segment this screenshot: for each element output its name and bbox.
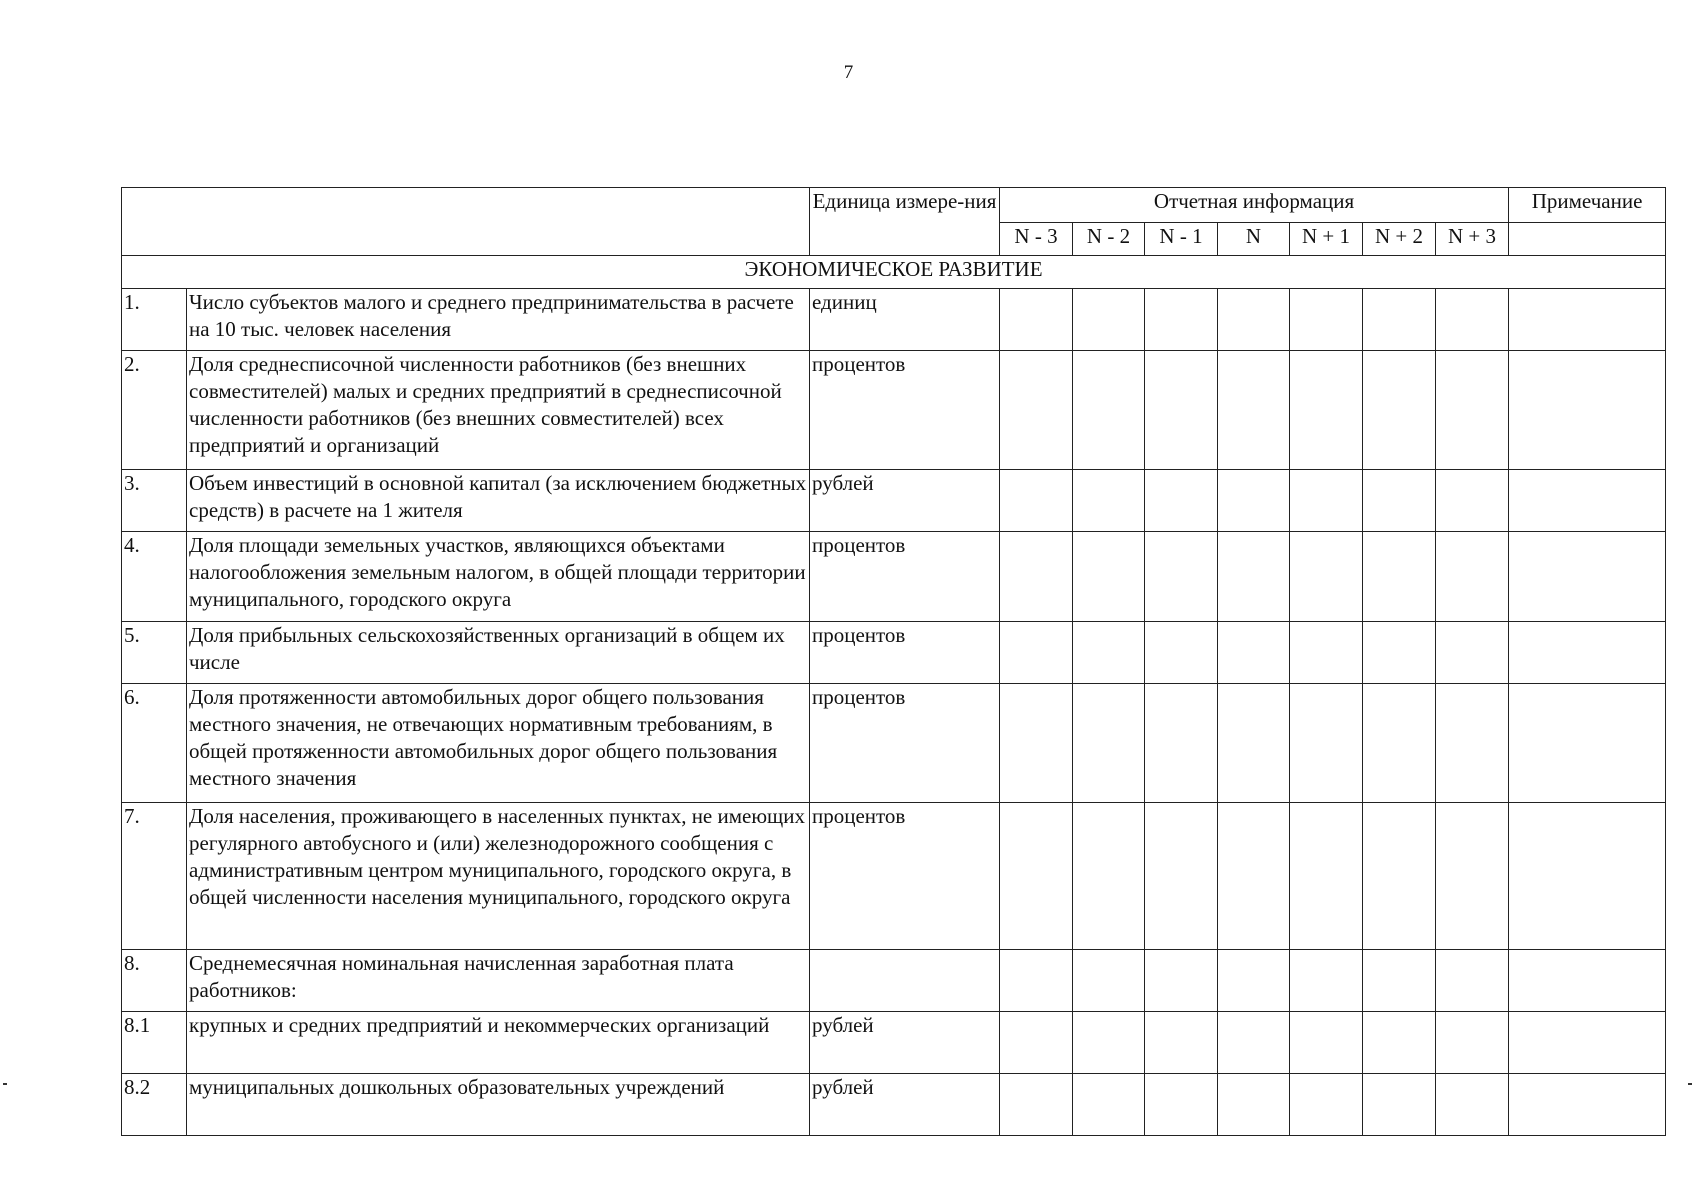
value-cell (1073, 622, 1145, 684)
value-cell (1363, 950, 1436, 1012)
report-info-header: Отчетная информация (1000, 188, 1509, 223)
value-cell (1218, 289, 1290, 351)
indicators-table (121, 187, 1666, 1136)
value-cell (1218, 470, 1290, 532)
table-row (122, 1012, 1666, 1074)
value-cell (1290, 803, 1363, 950)
value-cell (1073, 950, 1145, 1012)
value-cell (1290, 470, 1363, 532)
value-cell (1290, 532, 1363, 622)
year-header: N (1218, 223, 1290, 256)
value-cell (1436, 684, 1509, 803)
note-cell (1509, 622, 1666, 684)
row-number: 2. (122, 351, 187, 470)
value-cell (1436, 470, 1509, 532)
value-cell (1145, 532, 1218, 622)
value-cell (1290, 622, 1363, 684)
section-row (122, 256, 1666, 289)
value-cell (1218, 950, 1290, 1012)
unit-cell: рублей (810, 1074, 1000, 1136)
value-cell (1073, 803, 1145, 950)
value-cell (1290, 684, 1363, 803)
value-cell (1436, 803, 1509, 950)
unit-cell: процентов (810, 684, 1000, 803)
row-number: 8.2 (122, 1074, 187, 1136)
page-number: 7 (843, 62, 854, 83)
value-cell (1000, 470, 1073, 532)
value-cell (1436, 1074, 1509, 1136)
table-row (122, 684, 1666, 803)
value-cell (1000, 684, 1073, 803)
value-cell (1000, 1012, 1073, 1074)
value-cell (1363, 532, 1436, 622)
value-cell (1000, 1074, 1073, 1136)
value-cell (1218, 684, 1290, 803)
unit-cell: процентов (810, 622, 1000, 684)
table-row (122, 950, 1666, 1012)
header-row-1 (122, 188, 1666, 223)
row-number: 3. (122, 470, 187, 532)
value-cell (1290, 289, 1363, 351)
value-cell (1145, 470, 1218, 532)
year-header: N - 1 (1145, 223, 1218, 256)
value-cell (1073, 351, 1145, 470)
indicator-text: муниципальных дошкольных образовательных учреждений (187, 1074, 810, 1136)
value-cell (1436, 351, 1509, 470)
value-cell (1000, 289, 1073, 351)
note-cell (1509, 470, 1666, 532)
note-cell (1509, 950, 1666, 1012)
indicator-text: Доля населения, проживающего в населенных пунктах, не имеющих регулярного автобусного и (или) железнодорожного сообщения с административным центром муниципального, городского округа, в общей численности населения муниципального, городского округа (187, 803, 810, 950)
value-cell (1363, 1074, 1436, 1136)
value-cell (1290, 950, 1363, 1012)
indicator-text: Доля прибыльных сельскохозяйственных организаций в общем их числе (187, 622, 810, 684)
value-cell (1218, 1074, 1290, 1136)
header-blank-cell (122, 188, 810, 256)
note-cell (1509, 684, 1666, 803)
value-cell (1436, 532, 1509, 622)
value-cell (1000, 351, 1073, 470)
value-cell (1073, 470, 1145, 532)
indicator-text: Среднемесячная номинальная начисленная заработная плата работников: (187, 950, 810, 1012)
year-header: N - 3 (1000, 223, 1073, 256)
value-cell (1145, 622, 1218, 684)
row-number: 7. (122, 803, 187, 950)
note-cell (1509, 351, 1666, 470)
unit-cell: единиц (810, 289, 1000, 351)
row-number: 6. (122, 684, 187, 803)
unit-column-header: Единица измере-ния (810, 188, 1000, 256)
value-cell (1145, 803, 1218, 950)
value-cell (1363, 684, 1436, 803)
unit-cell: процентов (810, 532, 1000, 622)
unit-cell: процентов (810, 803, 1000, 950)
section-title: ЭКОНОМИЧЕСКОЕ РАЗВИТИЕ (122, 256, 1666, 289)
value-cell (1290, 1074, 1363, 1136)
value-cell (1363, 1012, 1436, 1074)
value-cell (1000, 532, 1073, 622)
note-blank-cell (1509, 223, 1666, 256)
indicator-text: Доля среднесписочной численности работников (без внешних совместителей) малых и средних предприятий в среднесписочной численности работников (без внешних совместителей) всех предприятий и организаций (187, 351, 810, 470)
unit-cell: процентов (810, 351, 1000, 470)
value-cell (1218, 622, 1290, 684)
value-cell (1436, 1012, 1509, 1074)
table-row (122, 803, 1666, 950)
value-cell (1218, 351, 1290, 470)
value-cell (1436, 950, 1509, 1012)
value-cell (1145, 684, 1218, 803)
indicator-text: Число субъектов малого и среднего предпринимательства в расчете на 10 тыс. человек населения (187, 289, 810, 351)
value-cell (1145, 351, 1218, 470)
indicator-text: Доля площади земельных участков, являющихся объектами налогообложения земельным налогом, в общей площади территории муниципального, городского округа (187, 532, 810, 622)
value-cell (1436, 622, 1509, 684)
year-header: N - 2 (1073, 223, 1145, 256)
value-cell (1000, 803, 1073, 950)
value-cell (1073, 1074, 1145, 1136)
note-cell (1509, 803, 1666, 950)
value-cell (1218, 532, 1290, 622)
indicator-text: Доля протяженности автомобильных дорог общего пользования местного значения, не отвечающих нормативным требованиям, в общей протяженности автомобильных дорог общего пользования местного значения (187, 684, 810, 803)
note-column-header: Примечание (1509, 188, 1666, 223)
row-number: 8. (122, 950, 187, 1012)
value-cell (1363, 622, 1436, 684)
value-cell (1000, 622, 1073, 684)
value-cell (1145, 289, 1218, 351)
indicator-text: крупных и средних предприятий и некоммерческих организаций (187, 1012, 810, 1074)
table-row (122, 351, 1666, 470)
value-cell (1073, 684, 1145, 803)
row-number: 4. (122, 532, 187, 622)
value-cell (1363, 470, 1436, 532)
value-cell (1145, 950, 1218, 1012)
unit-cell: рублей (810, 1012, 1000, 1074)
scan-edge-mark-left (3, 1083, 7, 1085)
value-cell (1363, 351, 1436, 470)
table-row (122, 1074, 1666, 1136)
value-cell (1218, 803, 1290, 950)
year-header: N + 3 (1436, 223, 1509, 256)
unit-cell (810, 950, 1000, 1012)
scan-edge-mark-right (1688, 1083, 1692, 1085)
year-header: N + 2 (1363, 223, 1436, 256)
value-cell (1290, 351, 1363, 470)
note-cell (1509, 289, 1666, 351)
value-cell (1145, 1012, 1218, 1074)
table-row (122, 532, 1666, 622)
value-cell (1363, 289, 1436, 351)
note-cell (1509, 1074, 1666, 1136)
year-header: N + 1 (1290, 223, 1363, 256)
table-row (122, 289, 1666, 351)
note-cell (1509, 1012, 1666, 1074)
value-cell (1290, 1012, 1363, 1074)
note-cell (1509, 532, 1666, 622)
value-cell (1073, 532, 1145, 622)
unit-cell: рублей (810, 470, 1000, 532)
row-number: 5. (122, 622, 187, 684)
indicator-text: Объем инвестиций в основной капитал (за исключением бюджетных средств) в расчете на 1 жителя (187, 470, 810, 532)
value-cell (1363, 803, 1436, 950)
value-cell (1218, 1012, 1290, 1074)
table-row (122, 470, 1666, 532)
row-number: 1. (122, 289, 187, 351)
value-cell (1073, 289, 1145, 351)
row-number: 8.1 (122, 1012, 187, 1074)
value-cell (1436, 289, 1509, 351)
value-cell (1000, 950, 1073, 1012)
value-cell (1073, 1012, 1145, 1074)
table-row (122, 622, 1666, 684)
value-cell (1145, 1074, 1218, 1136)
